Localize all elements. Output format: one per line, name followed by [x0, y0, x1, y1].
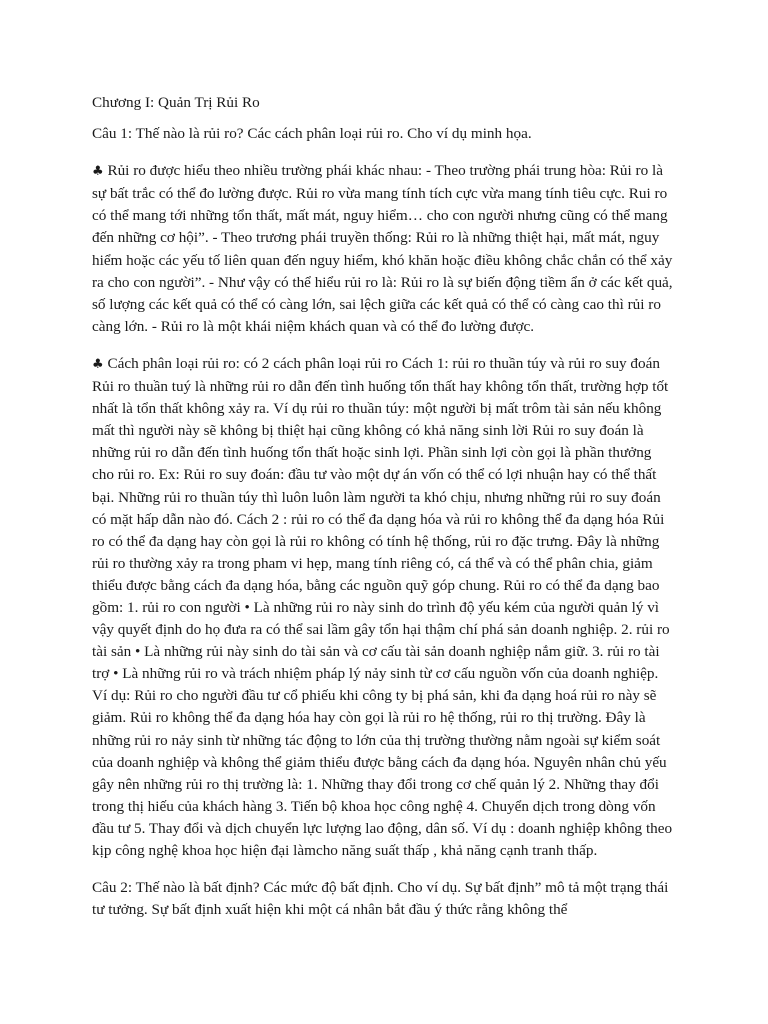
chapter-heading: Chương I: Quản Trị Rủi Ro — [92, 94, 260, 111]
paragraph-risk-classification — [92, 353, 674, 862]
document-page — [92, 92, 674, 936]
question-2: Câu 2: Thế nào là bất định? Các mức độ bất định. Cho ví dụ. Sự bất định” mô tả một trạng thái tư tưởng. Sự bất định xuất hiện khi một cá nhân bắt đầu ý thức rằng không thể — [92, 879, 669, 919]
paragraph-risk-definition — [92, 160, 674, 338]
question-1: Câu 1: Thế nào là rủi ro? Các cách phân loại rủi ro. Cho ví dụ minh họa. — [92, 125, 532, 143]
paragraph-risk-definition-text: Rủi ro được hiểu theo nhiều trường phái khác nhau: - Theo trường phái trung hòa: Rủi ro là sự bất trắc có thể đo lường được. Rủi ro vừa mang tính tích cực vừa mang tính tiêu cực. Rui ro có thể mang tới những tổn thất, mất mát, nguy hiểm… cho con người nhưng cũng có thể mang đến những cơ hội”. - Theo trương phái truyền thống: Rủi ro là những thiệt hại, mất mát, nguy hiểm hoặc các yếu tố liên quan đến nguy hiểm, khó khăn hoặc điều không chắc chắn có thể xảy ra cho con người”. - Như vậy có thể hiểu rủi ro là: Rủi ro là sự biến động tiềm ẩn ở các kết quả, số lượng các kết quả có thể có càng lớn, sai lệch giữa các kết quả có thể có càng cao thì rủi ro càng lớn. - Rủi ro là một khái niệm khách quan và có thể đo lường được. — [92, 162, 673, 335]
club-bullet-icon: ♣ — [92, 164, 104, 180]
club-bullet-icon: ♣ — [92, 356, 104, 372]
paragraph-risk-classification-text: Cách phân loại rủi ro: có 2 cách phân loại rủi ro Cách 1: rủi ro thuần túy và rủi ro suy đoán Rủi ro thuần tuý là những rủi ro dẫn đến tình huống tổn thất hay không tổn thất, trường hợp tốt nhất là tổn thất không xảy ra. Ví dụ rủi ro thuần túy: một người bị mất trôm tài sản nếu không mất thì người này sẽ không bị thiệt hại cũng không có khả năng sinh lời Rủi ro suy đoán là những rủi ro dẫn đến tình huống tổn thất hoặc sinh lợi. Phần sinh lợi còn gọi là phần thưởng cho rủi ro. Ex: Rủi ro suy đoán: đầu tư vào một dự án vốn có thể có lợi nhuận hay có thể thất bại. Những rủi ro thuần túy thì luôn luôn làm người ta khó chịu, nhưng những rủi ro suy đoán có mặt hấp dẫn nào đó. Cách 2 : rủi ro có thể đa dạng hóa và rủi ro không thể đa dạng hóa Rủi ro có thể đa dạng hay còn gọi là rủi ro không có tính hệ thống, rủi ro đặc trưng. Đây là những rủi ro thường xảy ra trong pham vi hẹp, mang tính riêng có, cá thể và có thể phân chia, giảm thiểu được bằng cách đa dạng hóa, bằng các nguồn quỹ góp chung. Rủi ro có thể đa dạng bao gồm: 1. rủi ro con người • Là những rủi ro này sinh do trình độ yếu kém của người quản lý vì vậy quyết định do họ đưa ra có thể sai lầm gây tổn hại thậm chí phá sản doanh nghiệp. 2. rủi ro tài sản • Là những rủi này sinh do tài sản và cơ cấu tài sản doanh nghiệp nắm giữ. 3. rủi ro tài trợ • Là những rủi ro và trách nhiệm pháp lý nảy sinh từ cơ cấu nguồn vốn của doanh nghiệp. Ví dụ: Rủi ro cho người đầu tư cổ phiếu khi công ty bị phá sản, khi đa dạng hoá rủi ro này sẽ giảm. Rủi ro không thể đa dạng hóa hay còn gọi là rủi ro hệ thống, rủi ro thị trường. Đây là những rủi ro nảy sinh từ những tác động to lớn của thị trường thường nằm ngoài sự kiểm soát của doanh nghiệp và không thể giảm thiểu được bằng cách đa dạng hóa. Nguyên nhân chủ yếu gây nên những rủi ro thị trường là: 1. Những thay đổi trong cơ chế quản lý 2. Những thay đổi trong thị hiếu của khách hàng 3. Tiến bộ khoa học công nghệ 4. Chuyển dịch trong dòng vốn đầu tư 5. Thay đổi và dịch chuyển lực lượng lao động, dân số. Ví dụ : doanh nghiệp không theo kịp công nghệ khoa học hiện đại làmcho năng suất thấp , khả năng cạnh tranh thấp. — [92, 354, 673, 859]
